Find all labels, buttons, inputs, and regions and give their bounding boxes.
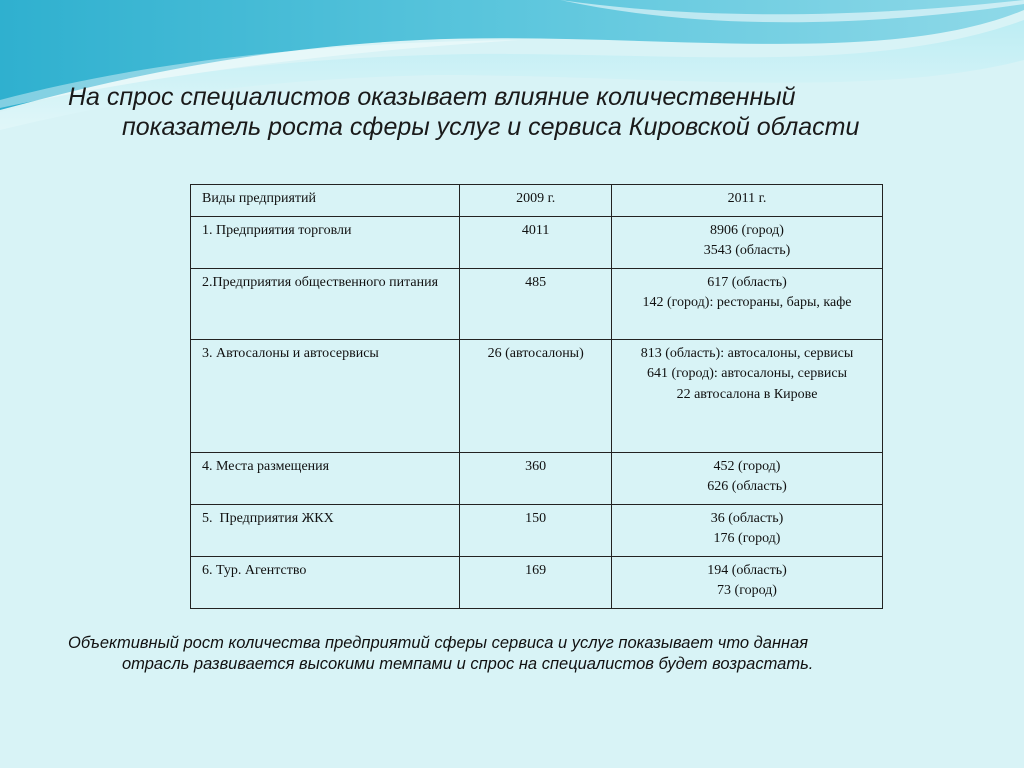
summary-text [68, 633, 988, 675]
table-cell-type: 3. Автосалоны и автосервисы [191, 339, 460, 452]
table-cell-line: 36 (область) [710, 510, 784, 526]
table-cell-type: 5. Предприятия ЖКХ [191, 504, 460, 556]
table-cell-2009: 485 [460, 268, 612, 339]
table-row [191, 339, 883, 452]
table-cell-line: 617 (область) [707, 274, 787, 290]
slide-title-line-1: На спрос специалистов оказывает влияние количественный [68, 83, 796, 111]
slide-title [68, 82, 988, 142]
table-cell-type: 2.Предприятия общественного питания [191, 268, 460, 339]
table-cell-line: 3543 (область) [703, 243, 791, 258]
table-cell-line: 194 (область) [707, 562, 787, 578]
table-cell-line: 641 (город): автосалоны, сервисы [646, 366, 847, 381]
table-cell-line: 452 (город) [713, 458, 781, 474]
table-header-cell: 2009 г. [460, 185, 612, 217]
table-cell-2011 [612, 268, 883, 339]
summary-line-2: отрасль развивается высокими темпами и спрос на специалистов будет возрастать. [122, 655, 814, 673]
table-cell-type: 1. Предприятия торговли [191, 216, 460, 268]
table-cell-type: 6. Тур. Агентство [191, 556, 460, 608]
table-cell-2009: 169 [460, 556, 612, 608]
table-cell-line: 22 автосалона в Кирове [676, 386, 818, 402]
table-cell-2011 [612, 556, 883, 608]
table-cell-2011 [612, 339, 883, 452]
table-cell-line: 73 (город) [717, 583, 777, 598]
table-header-cell: 2011 г. [612, 185, 883, 217]
table-cell-line: 626 (область) [707, 479, 787, 494]
table-row [191, 216, 883, 268]
table-cell-2011 [612, 452, 883, 504]
enterprises-table [190, 184, 883, 609]
table-cell-line: 142 (город): рестораны, бары, кафе [642, 295, 852, 310]
table-cell-2009: 26 (автосалоны) [460, 339, 612, 452]
table-cell-2009: 360 [460, 452, 612, 504]
table-cell-line: 176 (город) [713, 531, 781, 546]
table-cell-2011 [612, 216, 883, 268]
table-row [191, 504, 883, 556]
table-header-cell: Виды предприятий [191, 185, 460, 217]
table-cell-line: 8906 (город) [710, 222, 784, 238]
table-cell-2009: 150 [460, 504, 612, 556]
table-row [191, 556, 883, 608]
summary-line-1: Объективный рост количества предприятий сферы сервиса и услуг показывает что данная [68, 634, 809, 652]
table-row [191, 268, 883, 339]
table-cell-2011 [612, 504, 883, 556]
table-cell-line: 813 (область): автосалоны, сервисы [640, 345, 854, 361]
table-header-row [191, 185, 883, 217]
table-row [191, 452, 883, 504]
slide-title-line-2: показатель роста сферы услуг и сервиса Кировской области [122, 113, 860, 141]
table-cell-2009: 4011 [460, 216, 612, 268]
table-cell-type: 4. Места размещения [191, 452, 460, 504]
